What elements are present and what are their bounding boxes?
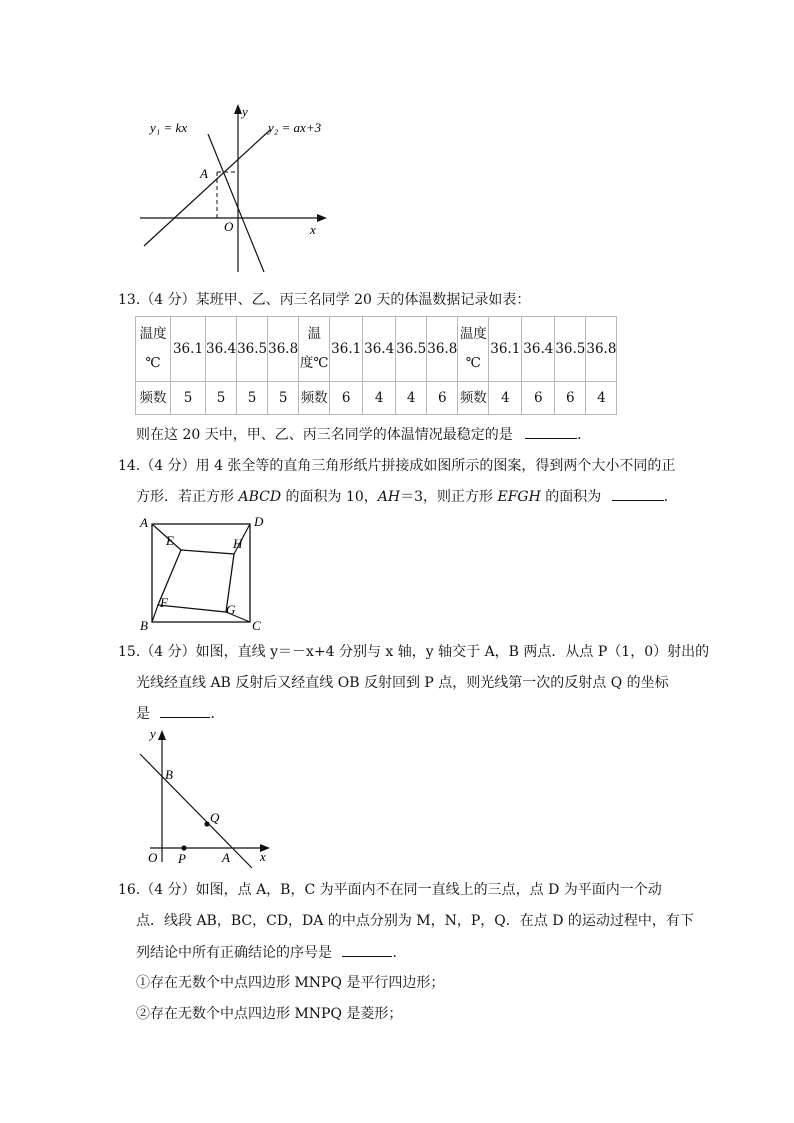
- line-y1: [208, 134, 264, 272]
- reflection-figure: [136, 722, 286, 870]
- header-freq: 频数: [299, 382, 330, 415]
- label-o: O: [148, 850, 158, 865]
- label-x: x: [260, 849, 266, 864]
- y-axis-arrow: [234, 104, 242, 114]
- q15-text: 是: [136, 706, 150, 722]
- answer-blank[interactable]: [160, 703, 210, 718]
- label-point-a: A: [200, 166, 208, 181]
- table-row: [136, 317, 617, 382]
- temp-cell: 36.4: [363, 317, 396, 382]
- header-temp-3-text: 温度: [459, 326, 487, 342]
- period: ．: [392, 945, 407, 961]
- freq-cell: 4: [396, 382, 427, 415]
- q15-line3: [136, 703, 224, 724]
- label-x-axis: x: [310, 222, 316, 237]
- label-q: Q: [210, 810, 220, 825]
- label-d: D: [254, 514, 264, 529]
- table-row: [136, 382, 617, 415]
- answer-blank[interactable]: [612, 486, 664, 501]
- header-temp-1-text: 温度: [139, 326, 167, 342]
- temp-cell: 36.5: [237, 317, 268, 382]
- header-temp-2: [299, 317, 330, 382]
- temp-cell: 36.5: [396, 317, 427, 382]
- temp-cell: 36.4: [206, 317, 237, 382]
- triangle-edge: [152, 605, 158, 622]
- label-y-axis: y: [242, 104, 248, 119]
- q13-stem: 13.（4 分）某班甲、乙、丙三名同学 20 天的体温数据记录如表：: [118, 292, 531, 308]
- label-e: E: [166, 533, 174, 548]
- q16-line1: 16.（4 分）如图，点 A，B，C 为平面内不在同一直线上的三点，点 D 为平面内一个动: [118, 882, 662, 898]
- freq-cell: 4: [363, 382, 396, 415]
- q14-math: EFGH: [497, 489, 541, 505]
- point-p: [181, 845, 186, 850]
- temp-cell: 36.8: [427, 317, 458, 382]
- q14-text: ＝3，则正方形: [400, 489, 494, 505]
- y-axis-arrow: [158, 730, 166, 740]
- answer-blank[interactable]: [342, 942, 392, 957]
- line-y2: [144, 130, 270, 246]
- freq-cell: 5: [206, 382, 237, 415]
- header-temp-3: [458, 317, 489, 382]
- freq-cell: 5: [171, 382, 206, 415]
- q15-line2: 光线经直线 AB 反射后又经直线 OB 反射回到 P 点，则光线第一次的反射点 Q 的坐标: [136, 675, 669, 691]
- temp-cell: 36.1: [171, 317, 206, 382]
- freq-cell: 6: [522, 382, 555, 415]
- q15-line1: 15.（4 分）如图，直线 y＝－x+4 分别与 x 轴，y 轴交于 A，B 两点．从点 P（1，0）射出的: [118, 644, 710, 660]
- freq-cell: 6: [555, 382, 586, 415]
- label-y2: y₂ = ax+3: [268, 120, 322, 135]
- label-p: P: [178, 851, 186, 866]
- temp-cell: 36.8: [586, 317, 617, 382]
- header-temp-1-unit: ℃: [145, 355, 161, 371]
- q14-math: ABCD: [238, 489, 282, 505]
- q14-line1: 14.（4 分）用 4 张全等的直角三角形纸片拼接成如图所示的图案，得到两个大小不同的正: [118, 458, 676, 474]
- q16-line2: 点．线段 AB，BC，CD，DA 的中点分别为 M，N，P，Q．在点 D 的运动过程中，有下: [136, 913, 694, 929]
- temp-cell: 36.8: [268, 317, 299, 382]
- freq-cell: 5: [268, 382, 299, 415]
- freq-cell: 4: [489, 382, 522, 415]
- temp-cell: 36.4: [522, 317, 555, 382]
- q14-text: 的面积为: [545, 489, 602, 505]
- q14-line2: [136, 486, 678, 507]
- freq-cell: 5: [237, 382, 268, 415]
- linear-functions-figure: [130, 100, 340, 280]
- square-efgh: [158, 550, 234, 612]
- q14-text: 的面积为 10，: [285, 489, 378, 505]
- header-temp-3-unit: ℃: [465, 355, 481, 371]
- label-y1: y₁ = kx: [150, 120, 188, 135]
- header-freq: 频数: [136, 382, 171, 415]
- label-a: A: [222, 850, 230, 865]
- q14-math: AH: [377, 489, 401, 505]
- label-a: A: [140, 515, 148, 530]
- period: ．: [663, 489, 678, 505]
- temperature-table: [135, 316, 617, 415]
- label-b: B: [140, 618, 148, 633]
- header-temp-1: [136, 317, 171, 382]
- freq-cell: 6: [427, 382, 458, 415]
- q16-text: 列结论中所有正确结论的序号是: [136, 945, 332, 961]
- header-temp-2-unit: 度℃: [299, 355, 329, 371]
- point-q: [204, 821, 209, 826]
- label-g: G: [226, 602, 236, 617]
- x-axis-arrow: [317, 214, 327, 222]
- temp-cell: 36.1: [330, 317, 363, 382]
- temp-cell: 36.1: [489, 317, 522, 382]
- header-freq: 频数: [458, 382, 489, 415]
- temp-cell: 36.5: [555, 317, 586, 382]
- period: ．: [577, 427, 592, 443]
- label-origin: O: [224, 219, 234, 234]
- q16-option-1: ①存在无数个中点四边形 MNPQ 是平行四边形；: [136, 975, 445, 991]
- freq-cell: 4: [586, 382, 617, 415]
- answer-blank[interactable]: [525, 424, 577, 439]
- freq-cell: 6: [330, 382, 363, 415]
- label-f: F: [160, 595, 168, 610]
- label-c: C: [252, 618, 261, 633]
- q14-text: 方形．若正方形: [136, 489, 234, 505]
- label-h: H: [233, 536, 243, 551]
- header-temp-2-text: 温: [307, 326, 321, 342]
- q16-option-2: ②存在无数个中点四边形 MNPQ 是菱形；: [136, 1006, 403, 1022]
- label-y: y: [150, 726, 156, 741]
- label-b: B: [165, 767, 173, 782]
- squares-figure: [136, 512, 270, 636]
- q13-question: [136, 424, 591, 445]
- q13-question-text: 则在这 20 天中，甲、乙、丙三名同学的体温情况最稳定的是: [136, 427, 513, 443]
- q16-line3: [136, 942, 406, 963]
- period: ．: [210, 706, 225, 722]
